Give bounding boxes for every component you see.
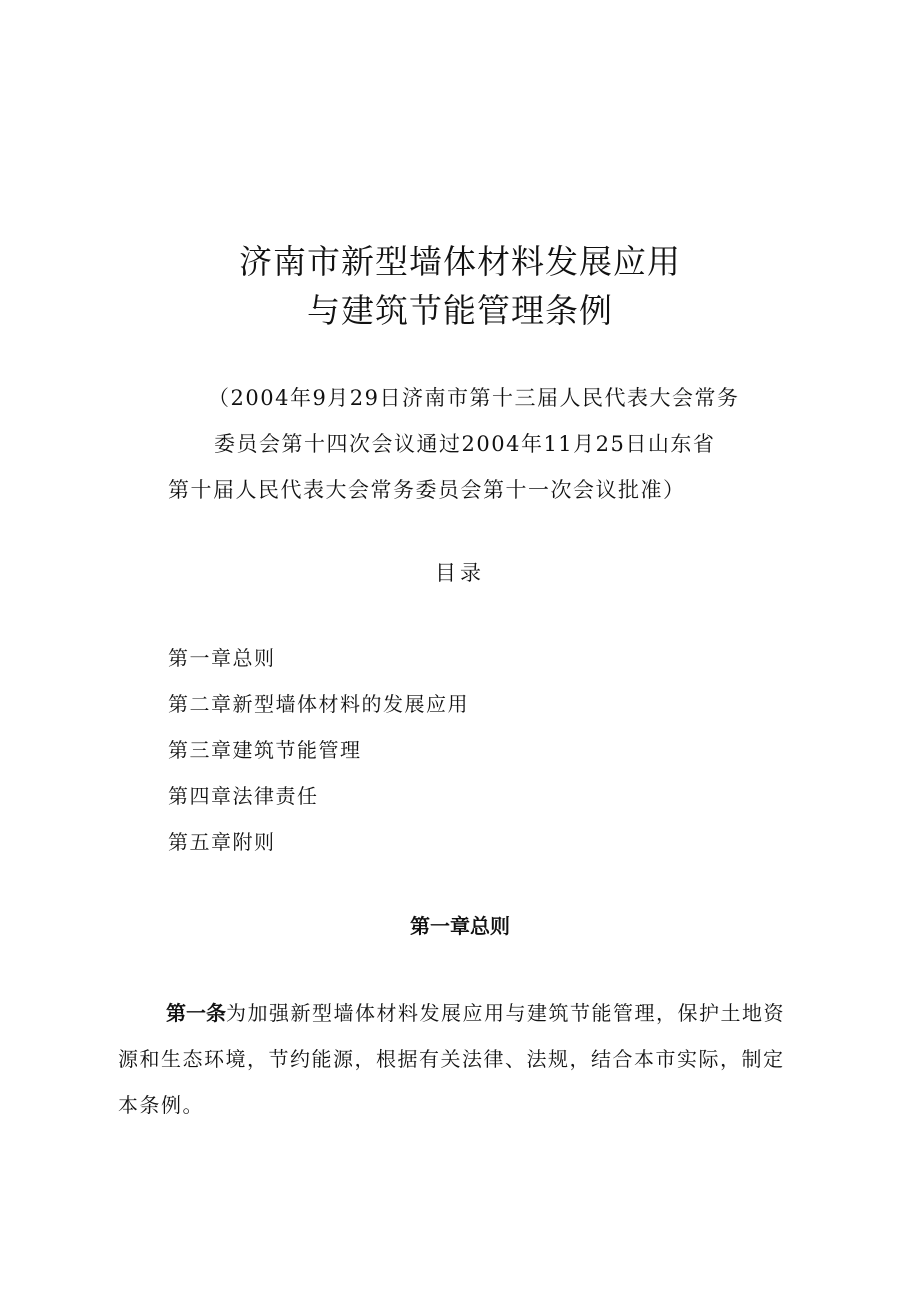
document-title-line-1: 济南市新型墙体材料发展应用 bbox=[239, 242, 681, 281]
adoption-note-line-1: （2004年9月29日济南市第十三届人民代表大会常务 bbox=[208, 386, 740, 410]
toc-item: 第五章附则 bbox=[168, 830, 276, 854]
toc-heading: 目录 bbox=[435, 561, 485, 585]
article-1 bbox=[118, 990, 798, 1128]
chapter-1-heading: 第一章总则 bbox=[410, 914, 510, 938]
toc-item: 第三章建筑节能管理 bbox=[168, 738, 362, 762]
adoption-note-line-2: 委员会第十四次会议通过2004年11月25日山东省 bbox=[214, 432, 716, 456]
toc-item: 第一章总则 bbox=[168, 646, 276, 670]
adoption-note-line-3: 第十届人民代表大会常务委员会第十一次会议批准） bbox=[168, 478, 686, 502]
document-title-line-2: 与建筑节能管理条例 bbox=[307, 291, 613, 330]
toc-item: 第二章新型墙体材料的发展应用 bbox=[168, 692, 469, 716]
article-1-text: 为加强新型墙体材料发展应用与建筑节能管理，保护土地资源和生态环境，节约能源，根据有关法律、法规，结合本市实际，制定本条例。 bbox=[118, 1001, 785, 1117]
article-1-label: 第一条 bbox=[166, 1001, 226, 1025]
toc-item: 第四章法律责任 bbox=[168, 784, 319, 808]
